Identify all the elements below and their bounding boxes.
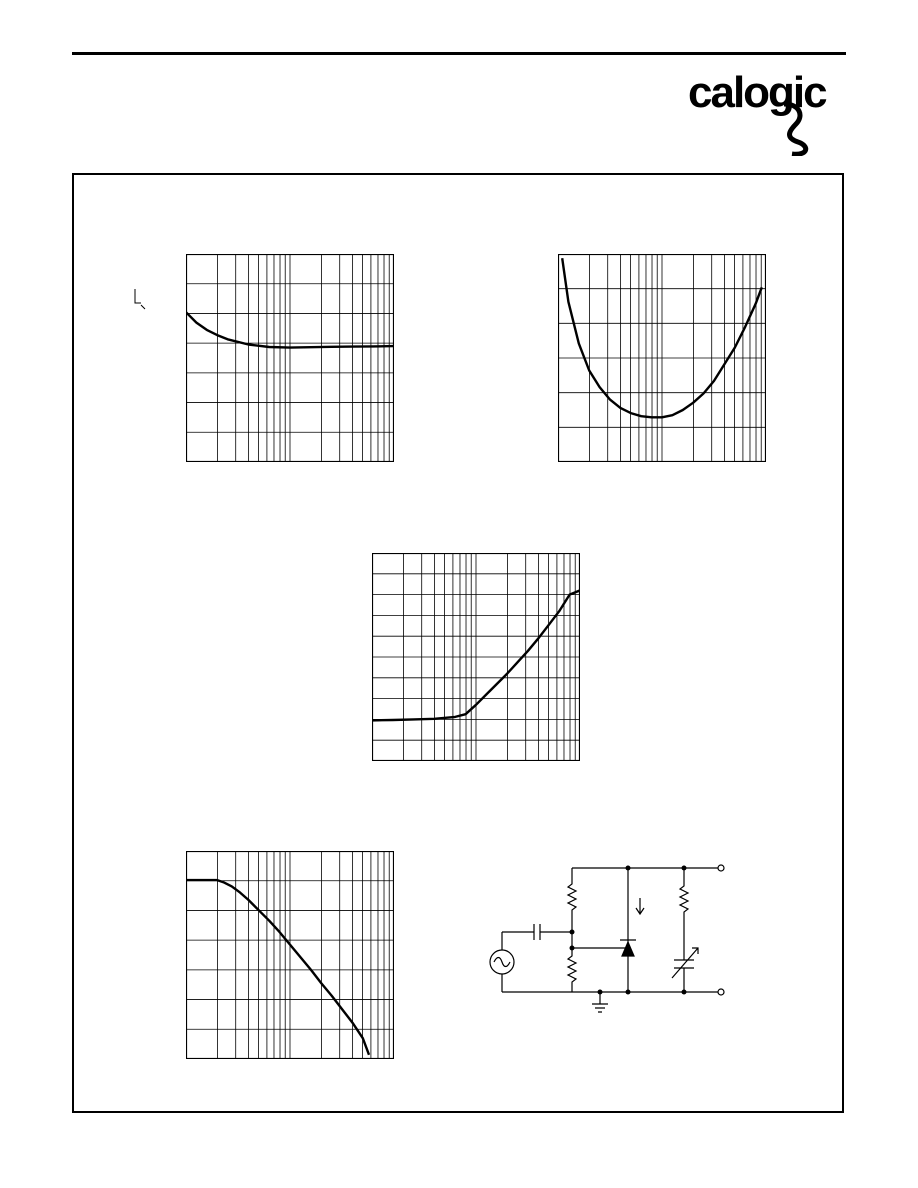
output-terminal-top-icon bbox=[718, 865, 724, 871]
capacitor-icon bbox=[502, 924, 572, 940]
calogic-logo bbox=[688, 64, 846, 156]
resistor-bottom-icon bbox=[568, 948, 576, 992]
resistor-right-icon bbox=[680, 868, 688, 936]
chart-2 bbox=[558, 254, 766, 462]
axis-symbol-icon bbox=[131, 287, 149, 311]
chart-svg bbox=[372, 553, 580, 761]
ground-icon bbox=[592, 992, 608, 1012]
header-rule bbox=[72, 52, 846, 55]
test-circuit-schematic bbox=[486, 856, 732, 1016]
svg-text:calogic: calogic bbox=[688, 68, 826, 117]
resistor-top-icon bbox=[568, 868, 576, 930]
current-arrow-icon bbox=[636, 898, 644, 914]
chart-svg bbox=[558, 254, 766, 462]
chart-1 bbox=[186, 254, 394, 462]
chart-4 bbox=[186, 851, 394, 1059]
chart-svg bbox=[186, 851, 394, 1059]
chart-3 bbox=[372, 553, 580, 761]
calogic-logo-mark bbox=[688, 64, 846, 156]
chart-svg bbox=[186, 254, 394, 462]
output-terminal-bottom-icon bbox=[718, 989, 724, 995]
